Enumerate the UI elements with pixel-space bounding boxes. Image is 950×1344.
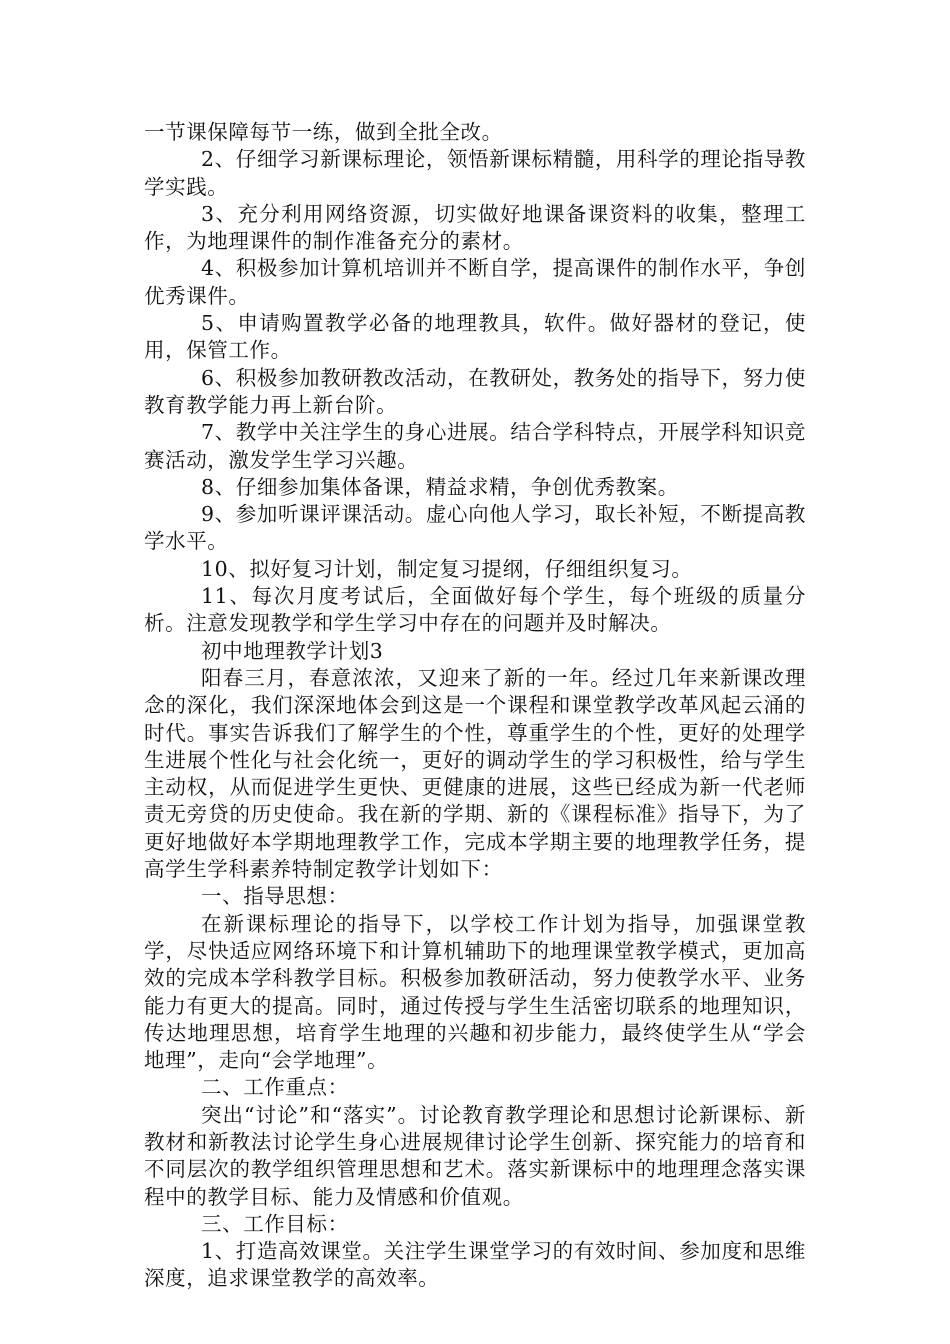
paragraph: 10、拟好复习计划，制定复习提纲，仔细组织复习。 (201, 556, 693, 581)
section-heading: 一、指导思想： (201, 884, 349, 909)
paragraph: 6、积极参加教研教改活动，在教研处，教务处的指导下，努力使教育教学能力再上新台阶。 (144, 365, 806, 417)
section-heading: 三、工作目标： (201, 1211, 349, 1236)
paragraph: 7、教学中关注学生的身心进展。结合学科特点，开展学科知识竞赛活动，激发学生学习兴趣。 (144, 420, 806, 472)
paragraph: 一节课保障每节一练，做到全批全改。 (144, 120, 503, 144)
document-body (144, 119, 806, 1293)
paragraph: 2、仔细学习新课标理论，领悟新课标精髓，用科学的理论指导教学实践。 (144, 147, 806, 199)
paragraph: 3、充分利用网络资源，切实做好地课备课资料的收集，整理工作，为地理课件的制作准备充分的素材。 (144, 201, 806, 254)
paragraph: 阳春三月，春意浓浓，又迎来了新的一年。经过几年来新课改理念的深化，我们深深地体会到这是一个课程和课堂教学改革风起云涌的时代。事实告诉我们了解学生的个性，尊重学生的个性，更好的处理学生进展个性化与社会化统一，更好的调动学生的学习积极性，给与学生主动权，从而促进学生更快、更健康的进展，这些已经成为新一代老师责无旁贷的历史使命。我在新的学期、新的《课程标准》指导下，为了更好地做好本学期地理教学工作，完成本学期主要的地理教学任务，提高学生学科素养特制定教学计划如下： (144, 665, 806, 882)
section-title: 初中地理教学计划3 (201, 638, 384, 663)
paragraph: 1、打造高效课堂。关注学生课堂学习的有效时间、参加度和思维深度，追求课堂教学的高效率。 (144, 1239, 806, 1291)
paragraph: 突出“讨论”和“落实”。讨论教育教学理论和思想讨论新课标、新教材和新教法讨论学生身心进展规律讨论学生创新、探究能力的培育和不同层次的教学组织管理思想和艺术。落实新课标中的地理理念落实课程中的教学目标、能力及情感和价值观。 (144, 1102, 806, 1209)
paragraph: 8、仔细参加集体备课，精益求精，争创优秀教案。 (201, 474, 679, 499)
paragraph: 在新课标理论的指导下，以学校工作计划为指导，加强课堂教学，尽快适应网络环境下和计算机辅助下的地理课堂教学模式，更加高效的完成本学科教学目标。积极参加教研活动，努力使教学水平、业务能力有更大的提高。同时，通过传授与学生生活密切联系的地理知识，传达地理思想，培育学生地理的兴趣和初步能力，最终使学生从“学会地理”，走向“会学地理”。 (144, 911, 806, 1073)
paragraph: 5、申请购置教学必备的地理教具，软件。做好器材的登记，使用，保管工作。 (144, 311, 806, 363)
section-heading: 二、工作重点： (201, 1075, 349, 1100)
paragraph: 11、每次月度考试后，全面做好每个学生，每个班级的质量分析。注意发现教学和学生学习中存在的问题并及时解决。 (144, 584, 806, 636)
paragraph: 4、积极参加计算机培训并不断自学，提高课件的制作水平，争创优秀课件。 (144, 256, 806, 308)
paragraph: 9、参加听课评课活动。虚心向他人学习，取长补短，不断提高教学水平。 (144, 502, 806, 554)
